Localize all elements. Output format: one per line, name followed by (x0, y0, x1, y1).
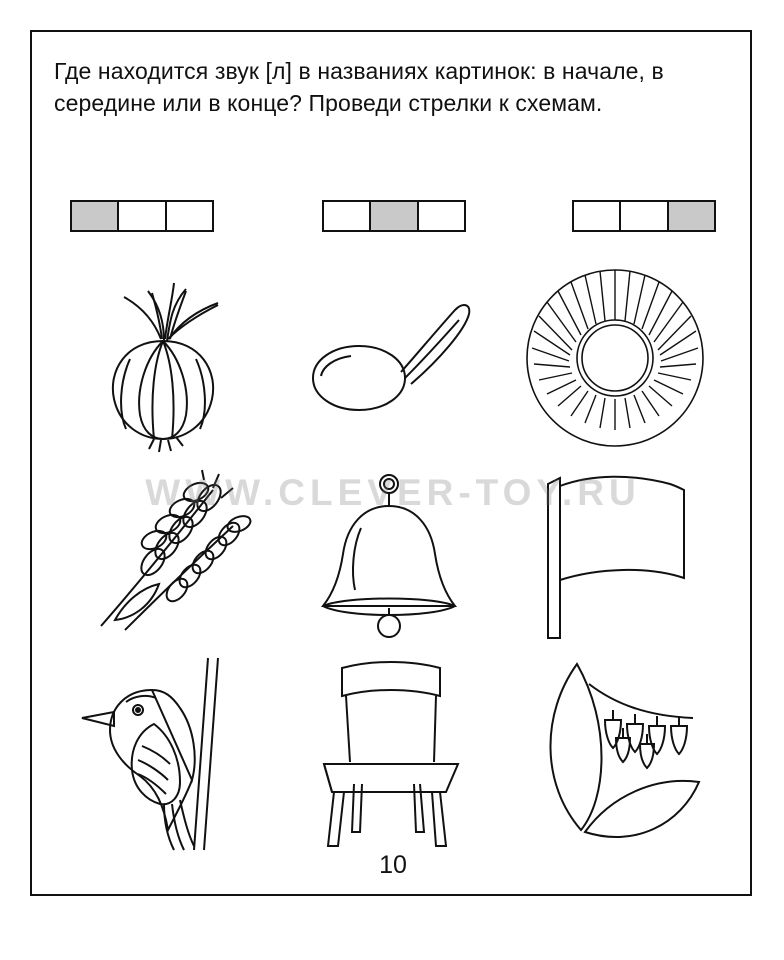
scheme-cell (419, 202, 464, 230)
instruction-text: Где находится звук [л] в названиях картинок: в начале, в середине или в конце? Проведи стрелки к схемам. (54, 58, 664, 116)
picture-cell-onion[interactable] (50, 260, 276, 456)
picture-cell-lily-of-the-valley[interactable] (502, 656, 728, 852)
scheme-cell (167, 202, 212, 230)
scheme-cell (119, 202, 166, 230)
scheme-cell (72, 202, 119, 230)
sound-scheme-row (32, 200, 750, 240)
scheme-end[interactable] (572, 200, 716, 232)
picture-cell-chair[interactable] (276, 656, 502, 852)
scheme-cell (371, 202, 418, 230)
picture-grid (32, 260, 750, 860)
scheme-cell (574, 202, 621, 230)
picture-cell-wheat-ears[interactable] (50, 460, 276, 656)
picture-cell-spoon[interactable] (276, 260, 502, 456)
watermark-text: WWW.CLEVER-TOY.RU (145, 472, 641, 513)
picture-cell-woodpecker[interactable] (50, 656, 276, 852)
worksheet-page (30, 30, 752, 896)
scheme-cell (621, 202, 668, 230)
picture-cell-bell[interactable] (276, 460, 502, 656)
scheme-cell (669, 202, 714, 230)
scheme-cell (324, 202, 371, 230)
picture-cell-sun[interactable] (502, 260, 728, 456)
picture-cell-flag[interactable] (502, 460, 728, 656)
page-number: 10 (379, 851, 407, 879)
scheme-middle[interactable] (322, 200, 466, 232)
scheme-start[interactable] (70, 200, 214, 232)
